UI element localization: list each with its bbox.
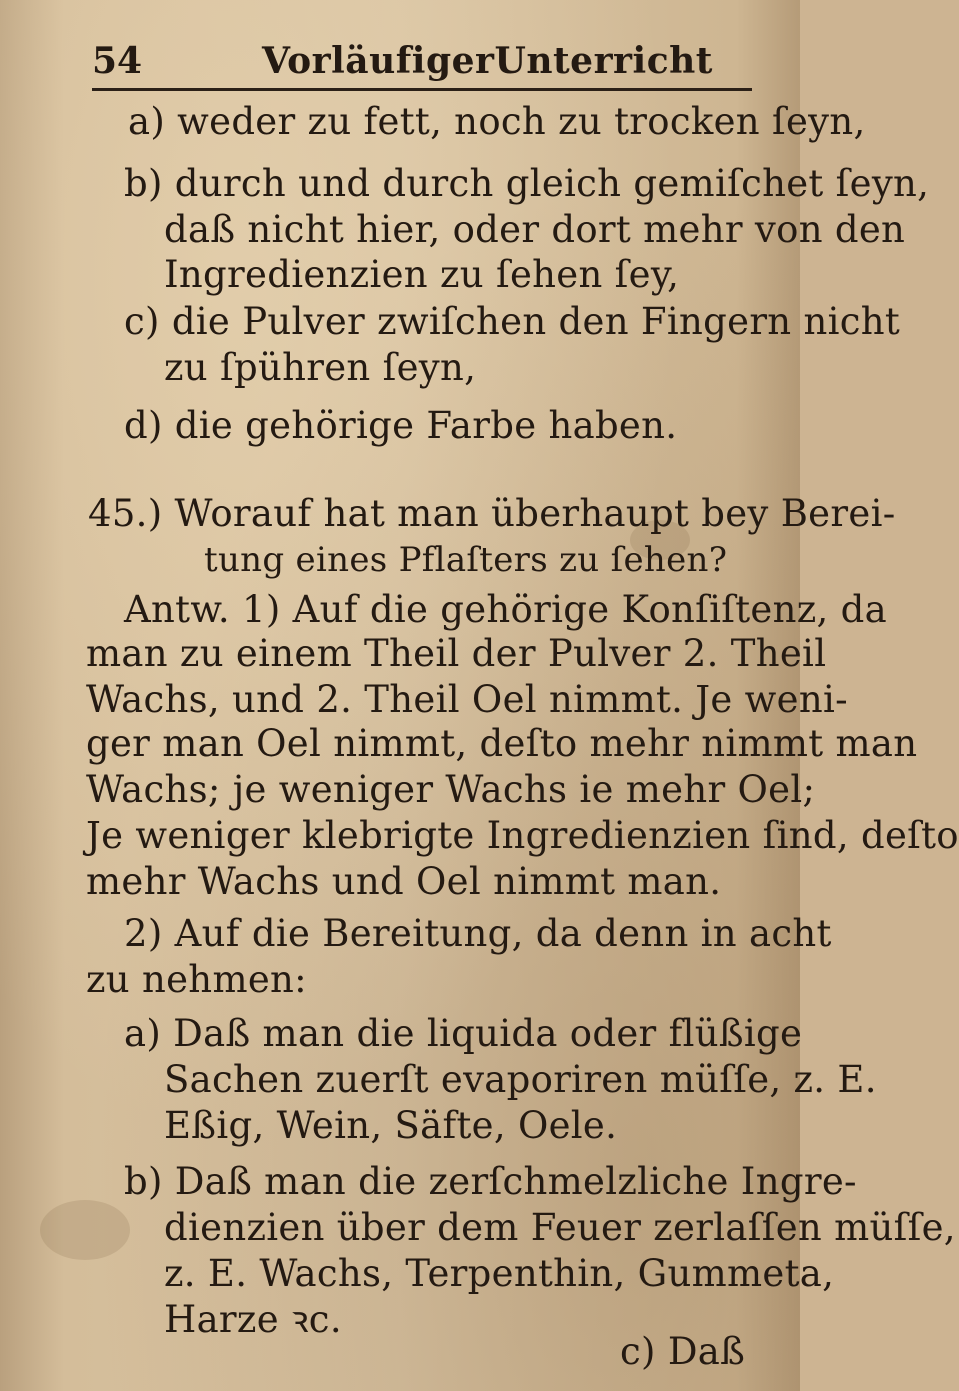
text-line: a) weder zu fett, noch zu trocken ſeyn, — [128, 100, 866, 143]
text-line: 2) Auf die Bereitung, da denn in acht — [124, 912, 832, 955]
header-rule — [92, 88, 752, 91]
text-line: ger man Oel nimmt, deſto mehr nimmt man — [86, 722, 918, 765]
text-line: Wachs; je weniger Wachs ie mehr Oel; — [86, 768, 816, 811]
text-line: mehr Wachs und Oel nimmt man. — [86, 860, 722, 903]
text-line: Ingredienzien zu ſehen ſey, — [164, 253, 680, 296]
text-line: Harze ꝛc. — [164, 1298, 342, 1341]
question-heading: tung eines Pflaſters zu ſehen? — [204, 540, 728, 580]
text-line: c) die Pulver zwiſchen den Fingern nicht — [124, 300, 901, 343]
text-line: Je weniger klebrigte Ingredienzien ſind, deſto — [86, 814, 959, 857]
text-line: Eßig, Wein, Säfte, Oele. — [164, 1104, 618, 1147]
page-header — [92, 30, 752, 90]
paper-stain — [40, 1200, 130, 1260]
text-line: d) die gehörige Farbe haben. — [124, 404, 678, 447]
text-line: a) Daß man die liquida oder flüßige — [124, 1012, 803, 1055]
page-number: 54 — [92, 40, 143, 82]
text-line: Antw. 1) Auf die gehörige Konſiſtenz, da — [124, 588, 888, 631]
text-line: daß nicht hier, oder dort mehr von den — [164, 208, 906, 251]
text-line: zu nehmen: — [86, 958, 307, 1001]
text-line: b) Daß man die zerſchmelzliche Ingre- — [124, 1160, 857, 1203]
question-heading: 45.) Worauf hat man überhaupt bey Berei- — [88, 492, 896, 535]
text-line: z. E. Wachs, Terpenthin, Gummeta, — [164, 1252, 835, 1295]
text-line: zu ſpühren ſeyn, — [164, 346, 477, 389]
text-line: man zu einem Theil der Pulver 2. Theil — [86, 632, 827, 675]
text-line: Sachen zuerſt evaporiren müſſe, z. E. — [164, 1058, 877, 1101]
text-line: Wachs, und 2. Theil Oel nimmt. Je weni- — [86, 678, 848, 721]
running-head: VorläufigerUnterricht — [262, 40, 713, 82]
text-line: dienzien über dem Feuer zerlaſſen müſſe, — [164, 1206, 956, 1249]
text-line: b) durch und durch gleich gemiſchet ſeyn, — [124, 162, 930, 205]
catchword: c) Daß — [620, 1330, 746, 1373]
